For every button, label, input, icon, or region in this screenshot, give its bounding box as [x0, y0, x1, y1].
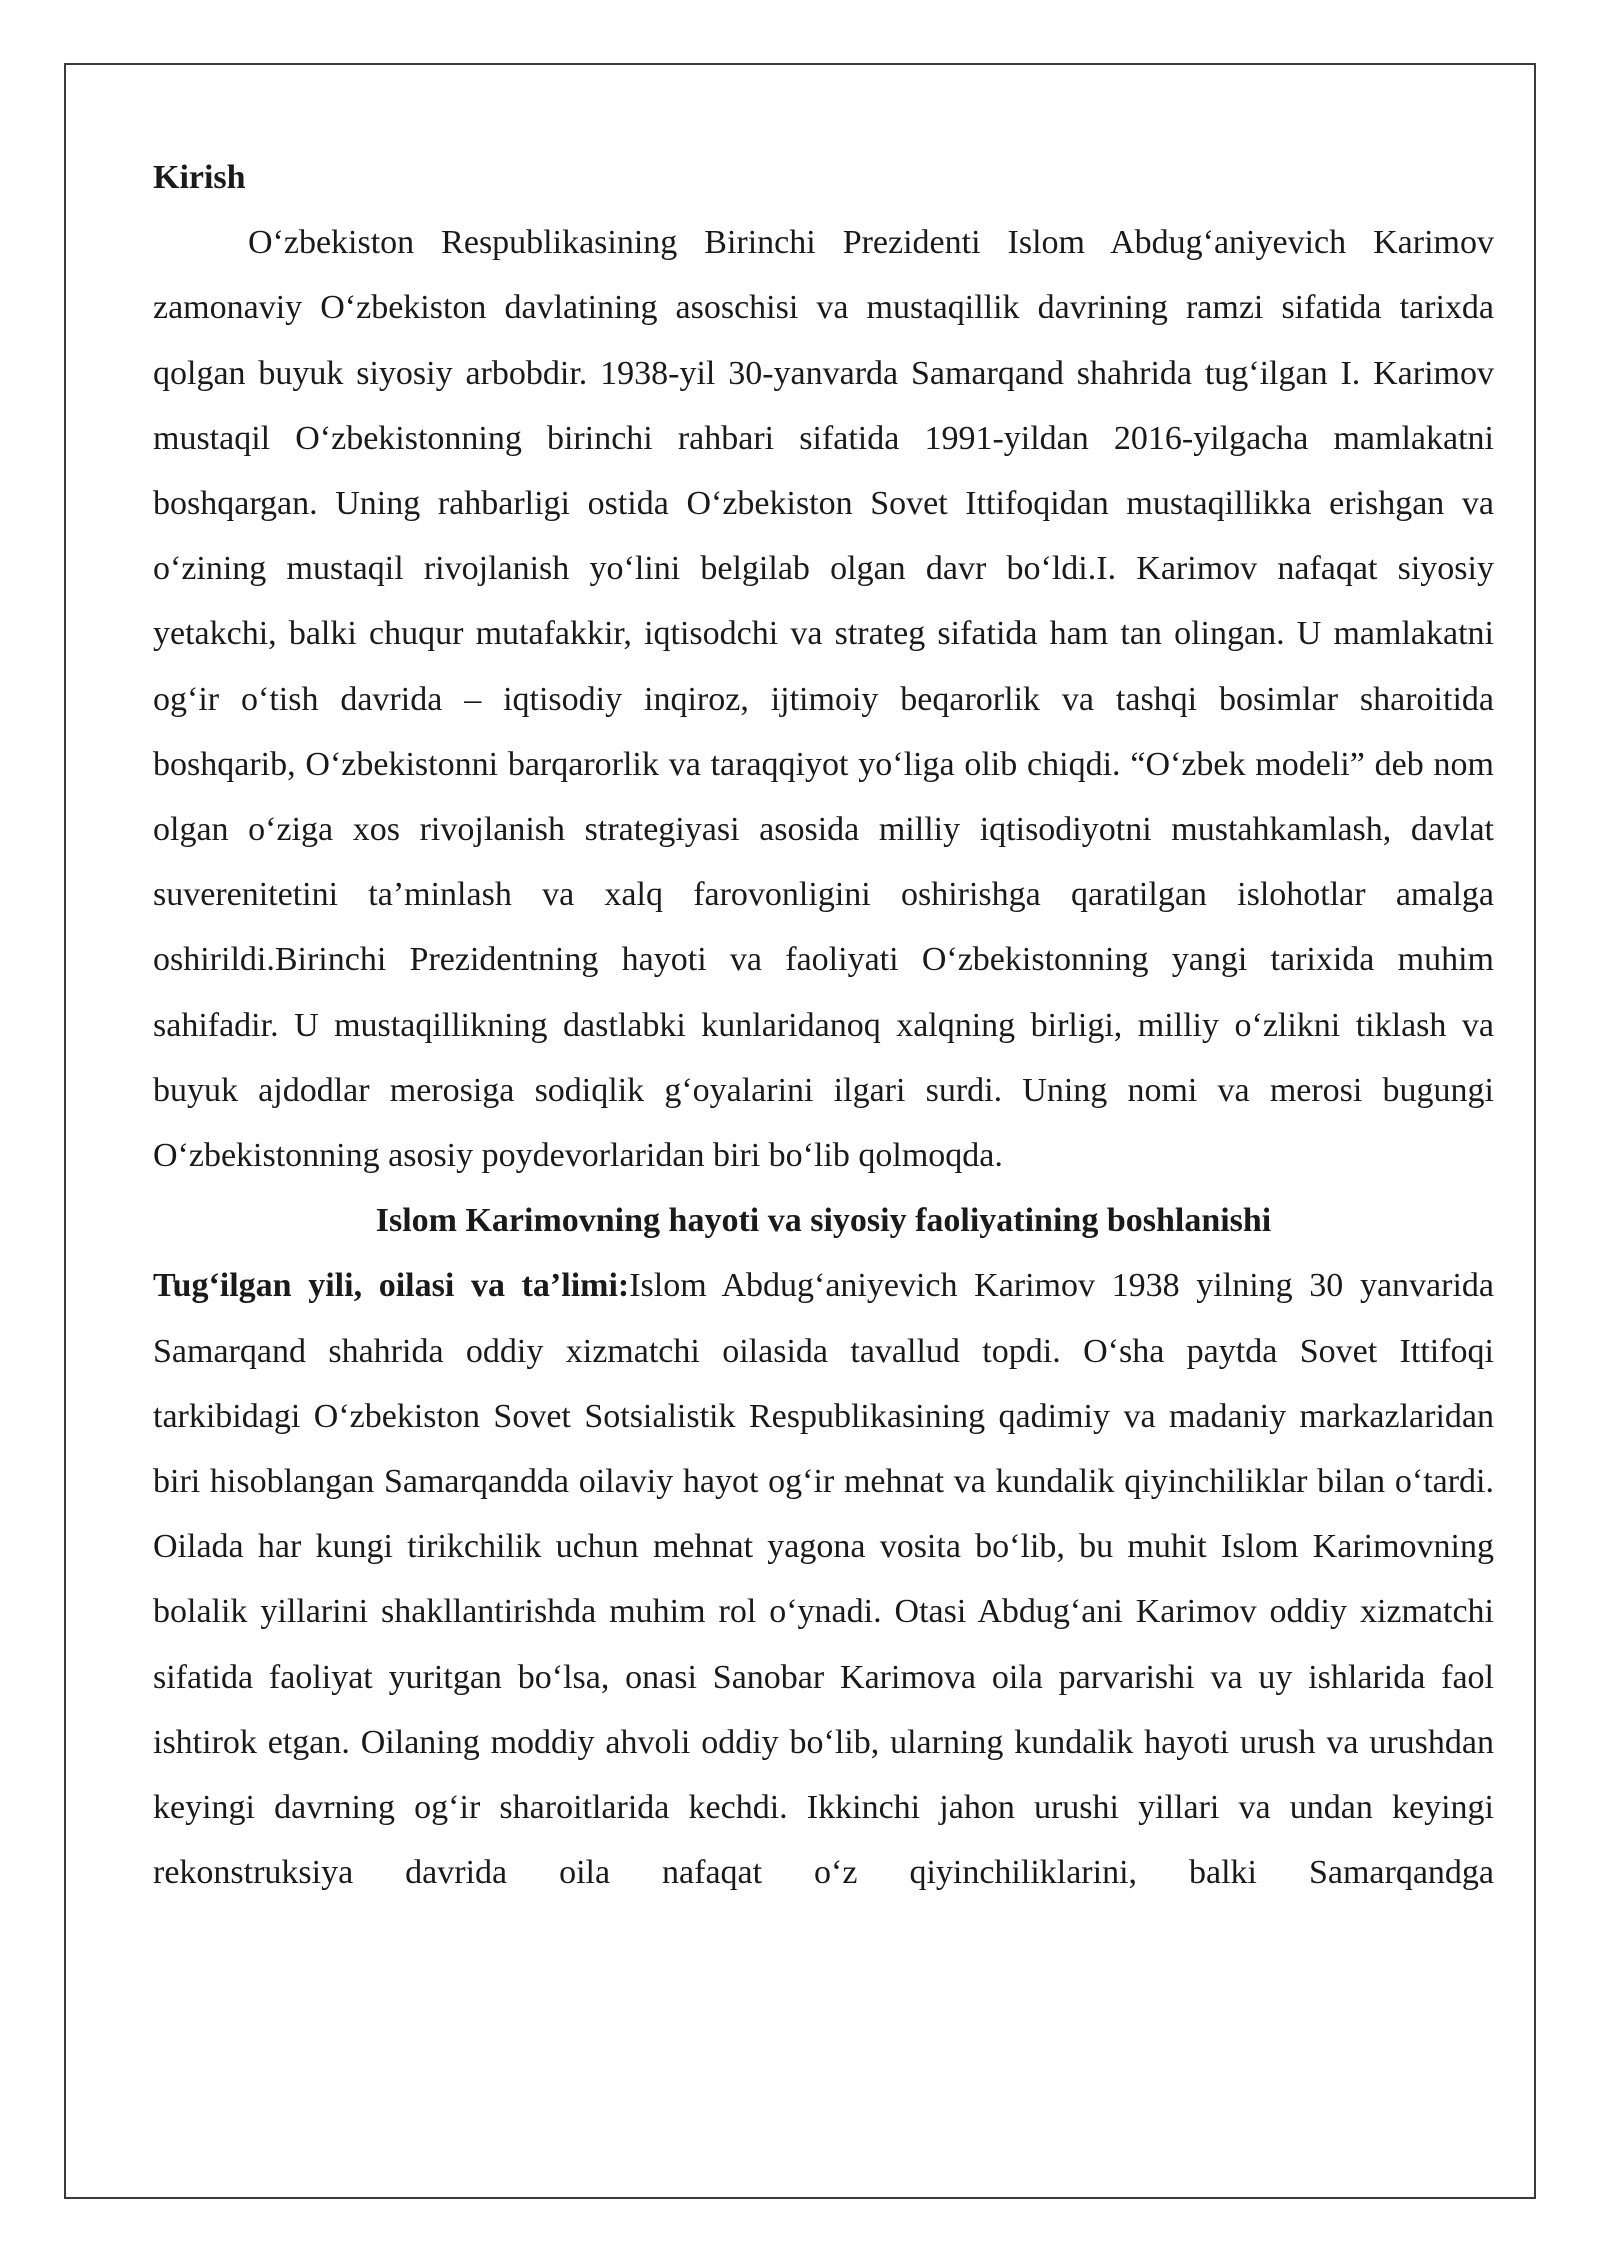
- intro-paragraph: O‘zbekiston Respublikasining Birinchi Prezidenti Islom Abdug‘aniyevich Karimov zamonaviy O‘zbekiston davlatining asoschisi va mustaqillik davrining ramzi sifatida tarixda qolgan buyuk siyosiy arbobdir. 1938-yil 30-yanvarda Samarqand shahrida tug‘ilgan I. Karimov mustaqil O‘zbekistonning birinchi rahbari sifatida 1991-yildan 2016-yilgacha mamlakatni boshqargan. Uning rahbarligi ostida O‘zbekiston Sovet Ittifoqidan mustaqillikka erishgan va o‘zining mustaqil rivojlanish yo‘lini belgilab olgan davr bo‘ldi.I. Karimov nafaqat siyosiy yetakchi, balki chuqur mutafakkir, iqtisodchi va strateg sifatida ham tan olingan. U mamlakatni og‘ir o‘tish davrida – iqtisodiy inqiroz, ijtimoiy beqarorlik va tashqi bosimlar sharoitida boshqarib, O‘zbekistonni barqarorlik va taraqqiyot yo‘liga olib chiqdi. “O‘zbek modeli” deb nom olgan o‘ziga xos rivojlanish strategiyasi asosida milliy iqtisodiyotni mustahkamlash, davlat suverenitetini ta’minlash va xalq farovonligini oshirishga qaratilgan islohotlar amalga oshirildi.Birinchi Prezidentning hayoti va faoliyati O‘zbekistonning yangi tarixida muhim sahifadir. U mustaqillikning dastlabki kunlaridanoq xalqning birligi, milliy o‘zlikni tiklash va buyuk ajdodlar merosiga sodiqlik g‘oyalarini ilgari surdi. Uning nomi va merosi bugungi O‘zbekistonning asosiy poydevorlaridan biri bo‘lib qolmoqda.: [153, 224, 1494, 1175]
- heading-kirish: Kirish: [153, 159, 246, 196]
- section-title: Islom Karimovning hayoti va siyosiy faoliyatining boshlanishi: [375, 1202, 1272, 1240]
- subsection-text: Islom Abdug‘aniyevich Karimov 1938 yilning 30 yanvarida Samarqand shahrida oddiy xizmatchi oilasida tavallud topdi. O‘sha paytda Sovet Ittifoqi tarkibidagi O‘zbekiston Sovet Sotsialistik Respublikasining qadimiy va madaniy markazlaridan biri hisoblangan Samarqandda oilaviy hayot og‘ir mehnat va kundalik qiyinchiliklar bilan o‘tardi. Oilada har kungi tirikchilik uchun mehnat yagona vosita bo‘lib, bu muhit Islom Karimovning bolalik yillarini shakllantirishda muhim rol o‘ynadi. Otasi Abdug‘ani Karimov oddiy xizmatchi sifatida faoliyat yuritgan bo‘lsa, onasi Sanobar Karimova oila parvarishi va uy ishlarida faol ishtirok etgan. Oilaning moddiy ahvoli oddiy bo‘lib, ularning kundalik hayoti urush va urushdan keyingi davrning og‘ir sharoitlarida kechdi. Ikkinchi jahon urushi yillari va undan keyingi rekonstruksiya davrida oila nafaqat o‘z qiyinchiliklarini, balki Samarqandga: [153, 1267, 1494, 1892]
- subsection-paragraph: [153, 1253, 1494, 1905]
- subsection-label: Tug‘ilgan yili, oilasi va ta’limi:: [153, 1267, 630, 1305]
- document-body: [153, 145, 1494, 1905]
